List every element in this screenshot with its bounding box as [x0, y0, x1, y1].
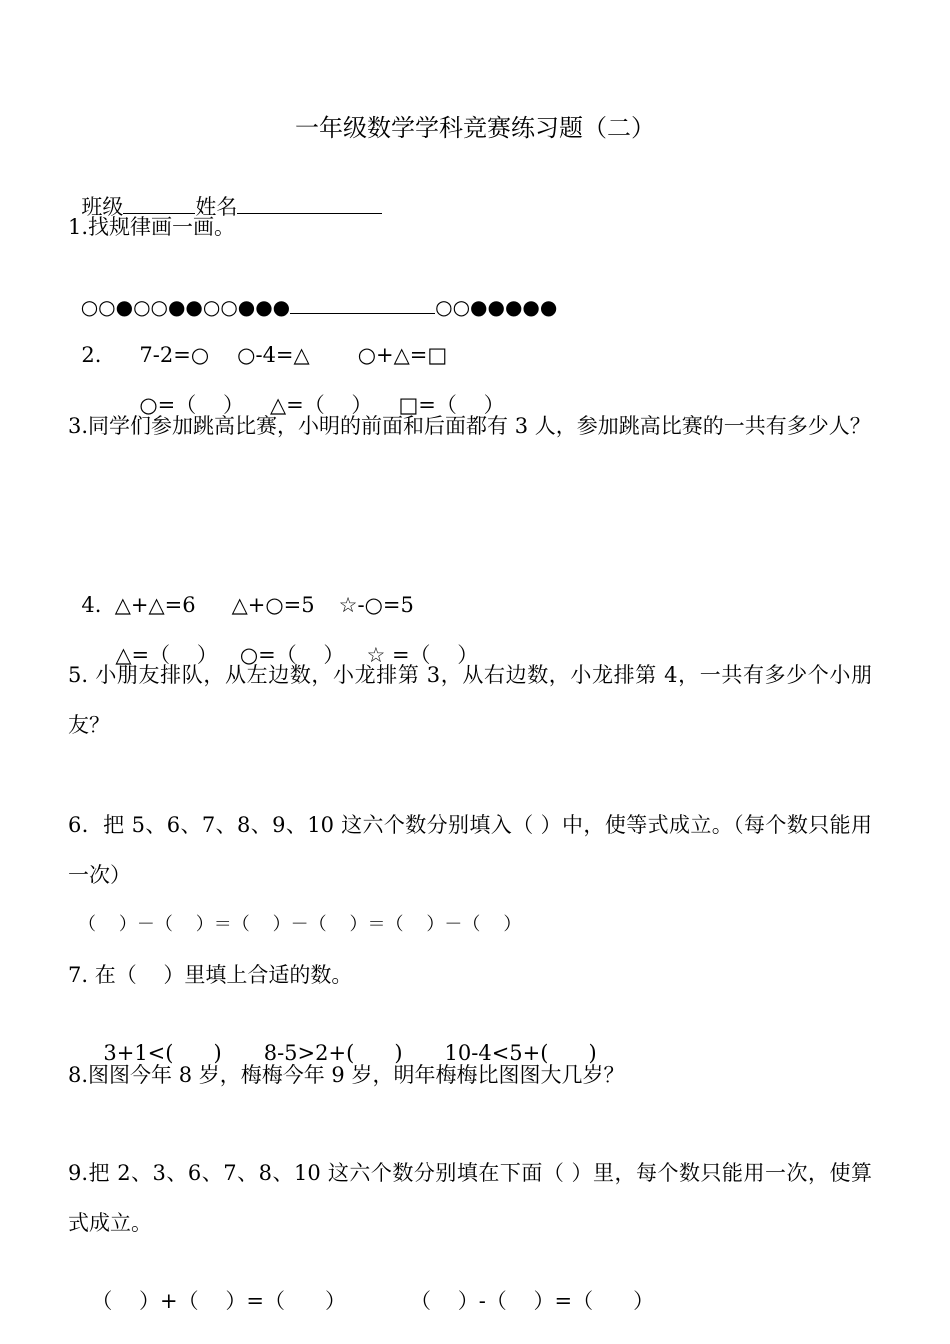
pattern-sequence-right: ○○●●●●●: [435, 295, 558, 319]
q2-answer-circle[interactable]: ○=（ ）: [139, 393, 244, 417]
question-1: 1.找规律画一画。: [68, 215, 236, 239]
q2-equation-3: ○+△=□: [357, 343, 448, 367]
q4-equation-2: △+○=5: [231, 593, 315, 617]
q4-answer-star[interactable]: ☆ =（ ）: [366, 643, 479, 667]
q7-equation-3[interactable]: 10-4<5+( ): [444, 1041, 597, 1065]
question-6-equation[interactable]: （ ）－（ ）＝（ ）－（ ）＝（ ）－（ ）: [78, 914, 522, 935]
question-8: 8.图图今年 8 岁，梅梅今年 9 岁，明年梅梅比图图大几岁？: [68, 1063, 625, 1087]
q2-answer-triangle[interactable]: △=（ ）: [269, 393, 373, 417]
question-7: 7. 在（ ）里填上合适的数。: [68, 963, 353, 987]
pattern-answer-blank[interactable]: [290, 291, 435, 314]
name-label: 姓名: [195, 195, 238, 219]
page-title: 一年级数学学科竞赛练习题（二）: [295, 114, 655, 142]
q9-equation-addition[interactable]: （ ）+（ ）=（ ）: [91, 1289, 347, 1313]
q4-equation-1: 4. △+△=6: [81, 593, 196, 617]
question-9-equations: [78, 1259, 654, 1315]
q7-equation-1[interactable]: 3+1<( ): [103, 1041, 222, 1065]
question-6: 6．把 5、6、7、8、9、10 这六个数分别填入（ ）中，使等式成立。（每个数只能用一次）: [68, 813, 872, 887]
q9-equation-subtraction[interactable]: （ ）-（ ）=（ ）: [410, 1289, 655, 1313]
question-2-number: 2.: [81, 343, 102, 367]
q7-equation-2[interactable]: 8-5>2+( ): [263, 1041, 403, 1065]
q2-equation-1: 7-2=○: [139, 343, 210, 367]
question-7-equations: [90, 1011, 597, 1067]
class-blank[interactable]: [123, 191, 195, 214]
q4-answer-triangle[interactable]: △=（ ）: [115, 643, 218, 667]
q2-answer-square[interactable]: □=（ ）: [398, 393, 505, 417]
q4-equation-3: ☆-○=5: [338, 593, 414, 617]
question-9: 9.把 2、3、6、7、8、10 这六个数分别填在下面（ ）里，每个数只能用一次，使算式成立。: [68, 1161, 872, 1235]
q2-equation-2: ○-4=△: [237, 343, 310, 367]
question-4: [68, 563, 414, 619]
name-blank[interactable]: [237, 191, 382, 214]
class-label: 班级: [81, 195, 124, 219]
question-5: 5. 小朋友排队，从左边数，小龙排第 3，从右边数，小龙排第 4，一共有多少个小朋友？: [68, 663, 872, 737]
q4-answer-circle[interactable]: ○=（ ）: [239, 643, 345, 667]
pattern-sequence-left: ○○●○○●●○○●●●: [80, 295, 291, 319]
question-3: 3.同学们参加跳高比赛，小明的前面和后面都有 3 人，参加跳高比赛的一共有多少人？: [68, 414, 871, 438]
question-2: [68, 313, 447, 369]
